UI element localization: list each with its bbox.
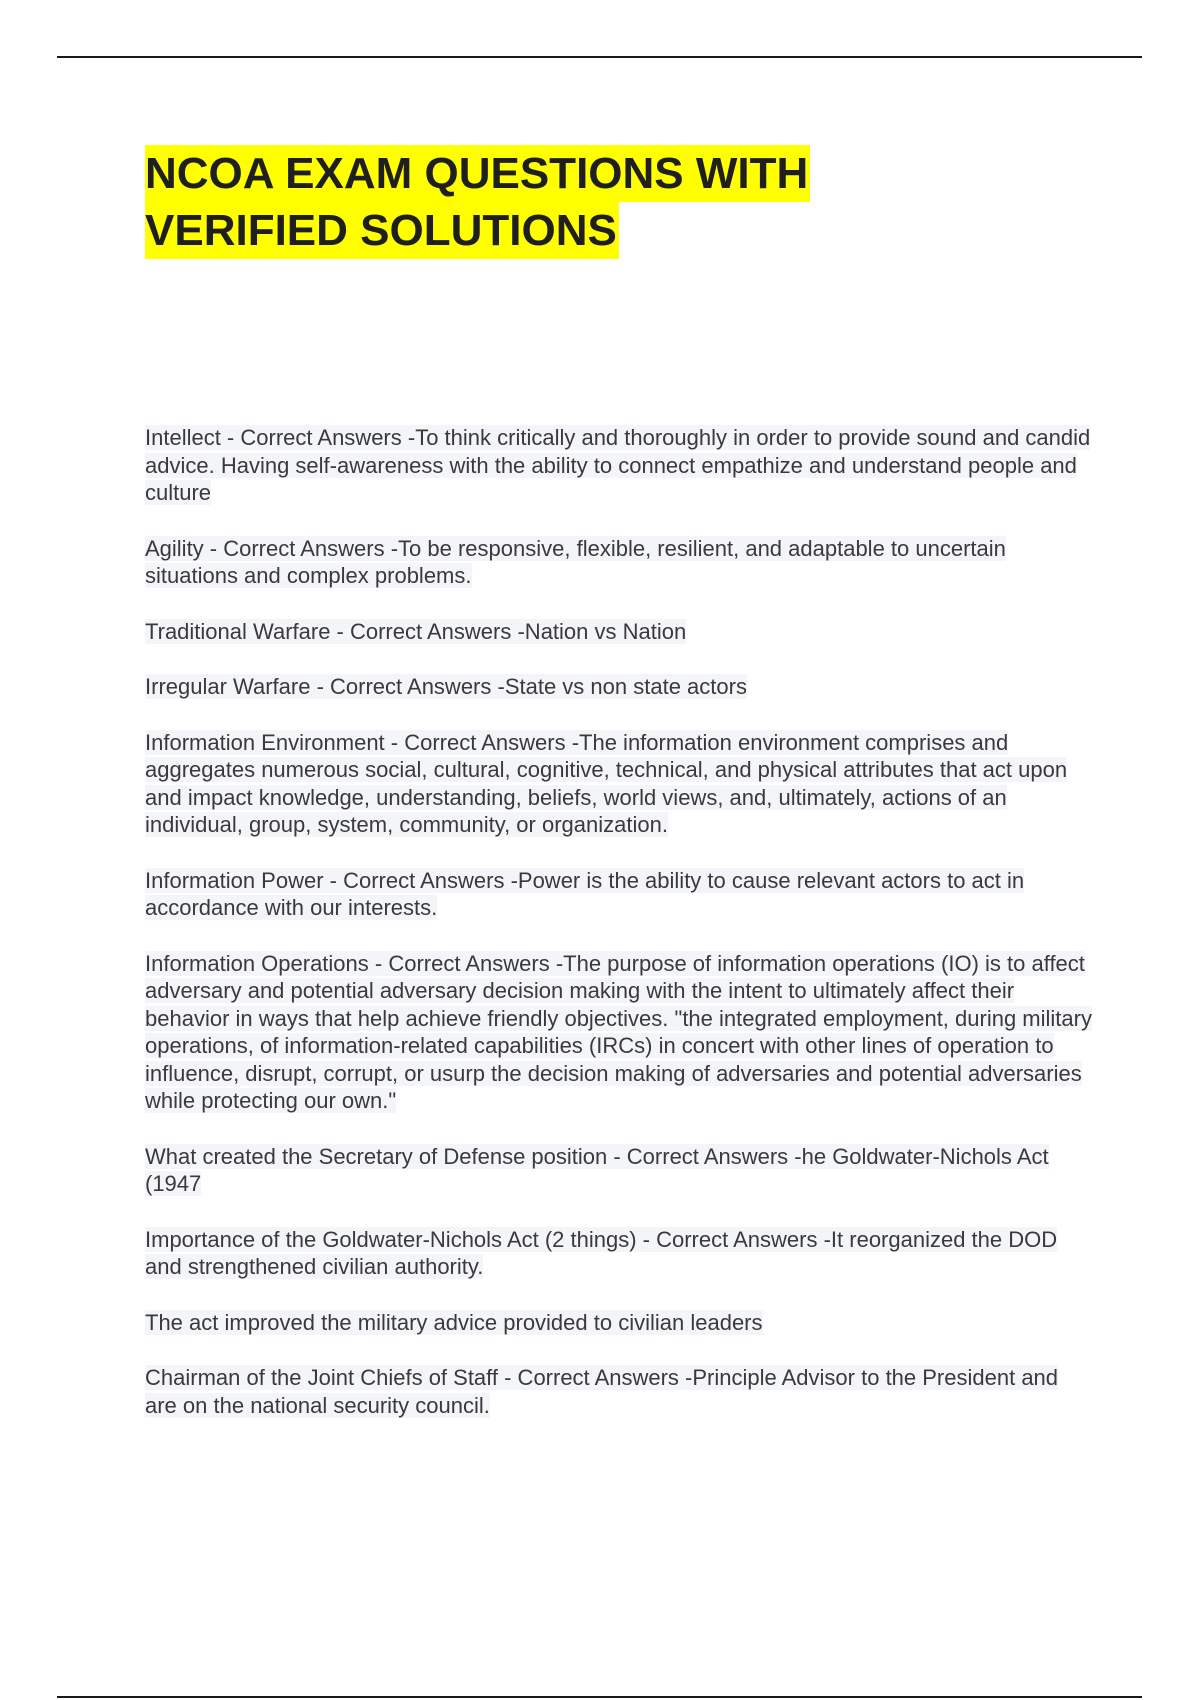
- qa-text: What created the Secretary of Defense position - Correct Answers -he Goldwater-Nichols Act (1947: [145, 1143, 1049, 1196]
- qa-text: Information Power - Correct Answers -Power is the ability to cause relevant actors to act in accordance with our interests.: [145, 867, 1025, 920]
- qa-text: Irregular Warfare - Correct Answers -State vs non state actors: [145, 674, 747, 699]
- qa-text: Chairman of the Joint Chiefs of Staff - Correct Answers -Principle Advisor to the President and are on the national security council.: [145, 1365, 1059, 1418]
- qa-entry-secretary-of-defense: [145, 1143, 1095, 1198]
- qa-entry-irregular-warfare: [145, 673, 1095, 701]
- qa-entry-information-environment: [145, 729, 1095, 839]
- qa-entry-traditional-warfare: [145, 618, 1095, 646]
- qa-entry-military-advice: [145, 1309, 1095, 1337]
- document-title: [145, 145, 1045, 259]
- qa-text: Intellect - Correct Answers -To think critically and thoroughly in order to provide sound and candid advice. Having self-awareness with the ability to connect empathize and understand people and culture: [145, 425, 1091, 505]
- qa-text: Importance of the Goldwater-Nichols Act (2 things) - Correct Answers -It reorganized the DOD and strengthened civilian authority.: [145, 1226, 1058, 1279]
- qa-text: Traditional Warfare - Correct Answers -Nation vs Nation: [145, 618, 687, 644]
- qa-text: Information Operations - Correct Answers -The purpose of information operations (IO) is to affect adversary and potential adversary decision making with the intent to ultimately affect their behavior in ways that help achieve friendly objectives. "the integrated employment, during military operations, of information-related capabilities (IRCs) in concert with other lines of operation to influence, disrupt, corrupt, or usurp the decision making of adversaries and potential adversaries while protecting our own.": [145, 950, 1092, 1113]
- qa-entry-information-operations: [145, 950, 1095, 1115]
- qa-text: Information Environment - Correct Answers -The information environment comprises and aggregates numerous social, cultural, cognitive, technical, and physical attributes that act upon and impact knowledge, understanding, beliefs, world views, and, ultimately, actions of an individual, group, system, community, or organization.: [145, 729, 1068, 837]
- bottom-rule: [57, 1696, 1142, 1698]
- qa-list: [145, 424, 1095, 1447]
- qa-entry-goldwater-nichols-importance: [145, 1226, 1095, 1281]
- qa-text: The act improved the military advice provided to civilian leaders: [145, 1309, 763, 1335]
- title-line-1: NCOA EXAM QUESTIONS WITH: [145, 145, 810, 202]
- qa-entry-agility: [145, 535, 1095, 590]
- top-rule: [57, 56, 1142, 58]
- qa-entry-intellect: [145, 424, 1095, 507]
- qa-text: Agility - Correct Answers -To be responsive, flexible, resilient, and adaptable to uncertain situations and complex problems.: [145, 535, 1006, 588]
- qa-entry-information-power: [145, 867, 1095, 922]
- qa-entry-chairman-jcs: [145, 1364, 1095, 1419]
- title-line-2: VERIFIED SOLUTIONS: [145, 202, 619, 259]
